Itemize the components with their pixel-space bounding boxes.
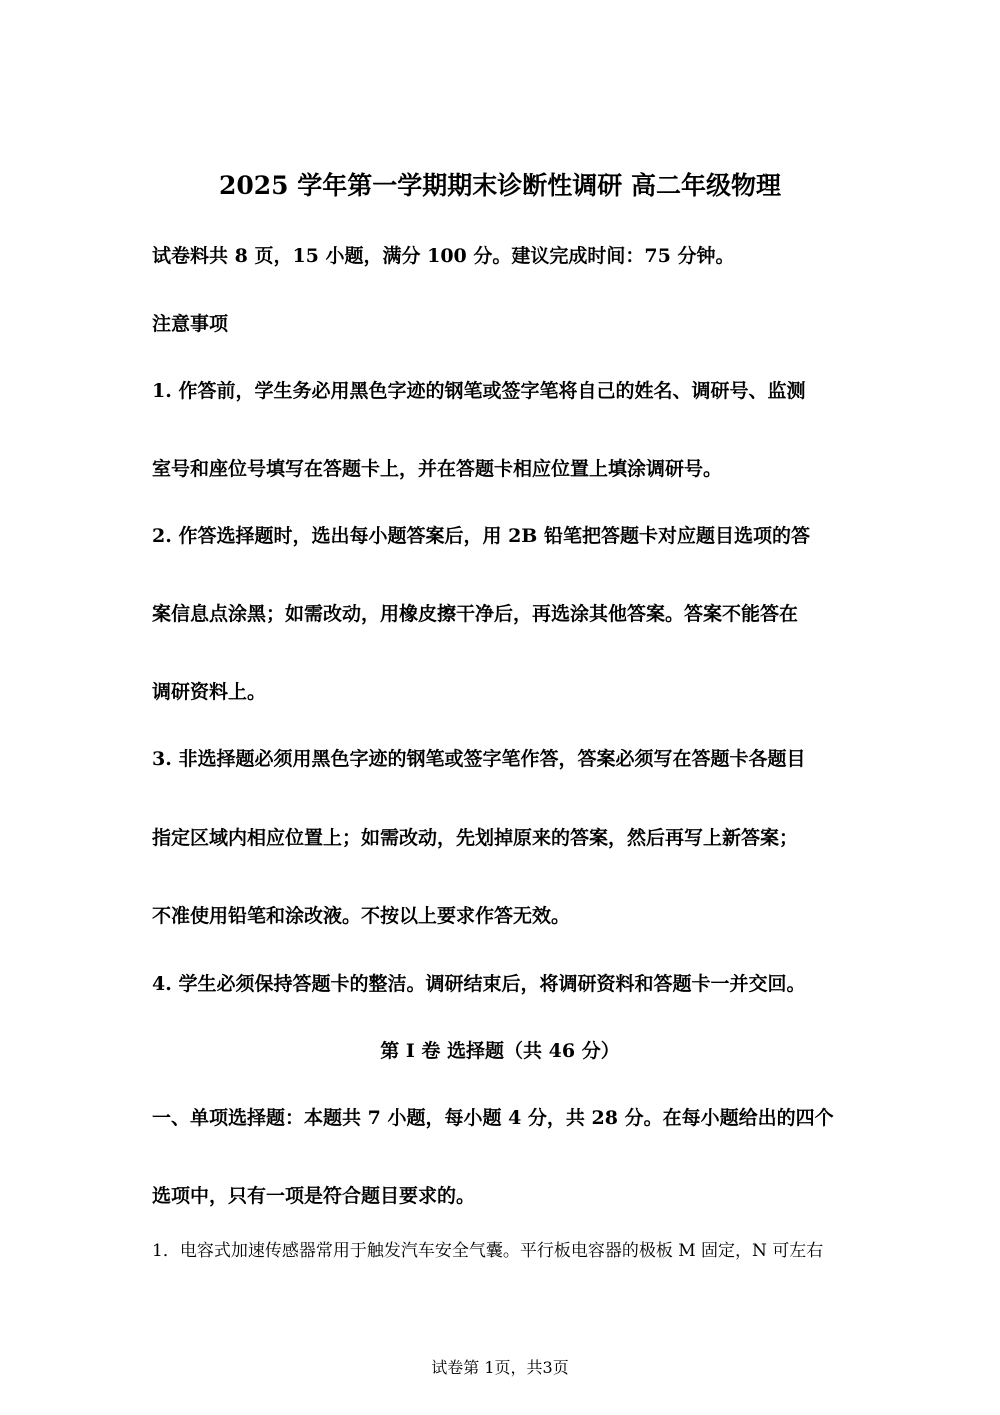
notice-line-6: 3. 非选择题必须用黑色字迹的钢笔或签字笔作答，答案必须写在答题卡各题目 [152,748,806,770]
notice-line-3: 2. 作答选择题时，选出每小题答案后，用 2B 铅笔把答题卡对应题目选项的答 [152,525,810,547]
part-heading-line-2: 选项中，只有一项是符合题目要求的。 [152,1185,476,1207]
question-1-text: 1．电容式加速传感器常用于触发汽车安全气囊。平行板电容器的极板 M 固定，N 可左右 [152,1241,824,1261]
notice-line-2: 室号和座位号填写在答题卡上，并在答题卡相应位置上填涂调研号。 [152,458,723,480]
notice-line-5: 调研资料上。 [152,681,267,703]
part-heading-line-1: 一、单项选择题：本题共 7 小题，每小题 4 分，共 28 分。在每小题给出的四个 [152,1107,834,1129]
notice-line-7: 指定区域内相应位置上；如需改动，先划掉原来的答案，然后再写上新答案； [152,827,799,849]
document-title: 2025 学年第一学期期末诊断性调研 高二年级物理 [219,171,781,200]
notice-line-1: 1. 作答前，学生务必用黑色字迹的钢笔或签字笔将自己的姓名、调研号、监测 [152,380,806,402]
notice-line-8: 不准使用铅笔和涂改液。不按以上要求作答无效。 [152,905,571,927]
page-footer: 试卷第 1页，共3页 [431,1358,569,1377]
notice-line-9: 4. 学生必须保持答题卡的整洁。调研结束后，将调研资料和答题卡一并交回。 [152,973,806,995]
section-heading: 第 Ⅰ 卷 选择题（共 46 分） [380,1040,620,1062]
exam-intro: 试卷料共 8 页，15 小题，满分 100 分。建议完成时间：75 分钟。 [152,245,735,267]
notice-heading: 注意事项 [152,313,229,335]
notice-line-4: 案信息点涂黑；如需改动，用橡皮擦干净后，再选涂其他答案。答案不能答在 [152,603,799,625]
